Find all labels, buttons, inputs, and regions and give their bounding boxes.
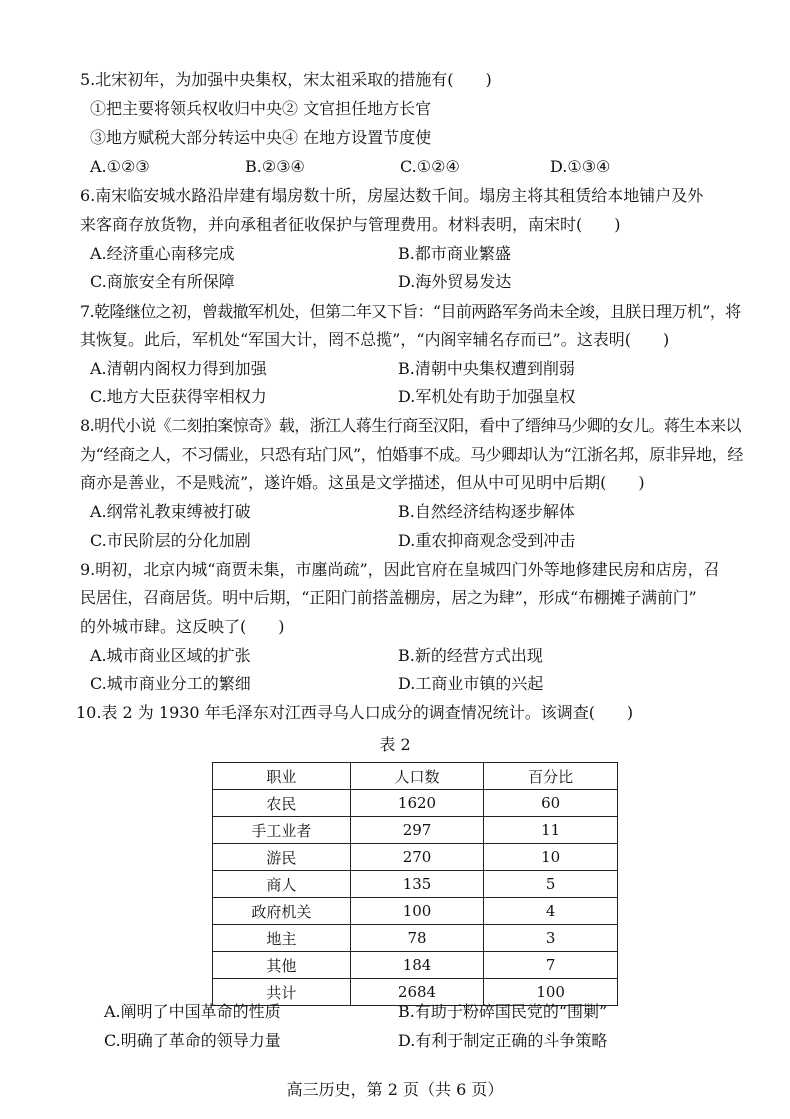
q6-options-row2 bbox=[90, 270, 770, 294]
table-cell: 2684 bbox=[350, 979, 484, 1006]
q10-stem: 10.表 2 为 1930 年毛泽东对江西寻乌人口成分的调查情况统计。该调查( ) bbox=[76, 703, 634, 722]
q8-options-row2 bbox=[90, 529, 770, 553]
table-cell: 5 bbox=[484, 871, 618, 898]
q6-option-a[interactable]: A.经济重心南移完成 bbox=[90, 244, 235, 263]
q9-option-b[interactable]: B.新的经营方式出现 bbox=[398, 646, 543, 665]
table-row bbox=[213, 817, 618, 844]
table-cell: 297 bbox=[350, 817, 484, 844]
table-cell: 100 bbox=[350, 898, 484, 925]
q10-option-d[interactable]: D.有利于制定正确的斗争策略 bbox=[398, 1031, 608, 1050]
q5-line3: ③地方赋税大部分转运中央④ 在地方设置节度使 bbox=[90, 128, 432, 147]
table-cell: 农民 bbox=[213, 790, 351, 817]
table-cell: 270 bbox=[350, 844, 484, 871]
table-row bbox=[213, 925, 618, 952]
table-row bbox=[213, 871, 618, 898]
table-cell: 共计 bbox=[213, 979, 351, 1006]
q9-options-row2 bbox=[90, 672, 770, 696]
q8-line1: 8.明代小说《二刻拍案惊奇》载，浙江人蒋生行商至汉阳，看中了缙绅马少卿的女儿。蒋生本来以 bbox=[80, 416, 741, 435]
q7-options-row1 bbox=[90, 357, 770, 381]
q9-line3: 的外城市肆。这反映了( ) bbox=[80, 617, 285, 636]
q8-option-c[interactable]: C.市民阶层的分化加剧 bbox=[90, 531, 251, 550]
table-header: 职业 bbox=[213, 763, 351, 790]
q10-options-row2 bbox=[104, 1029, 784, 1053]
q10-option-a[interactable]: A.阐明了中国革命的性质 bbox=[104, 1002, 281, 1021]
table-cell: 184 bbox=[350, 952, 484, 979]
q7-line1: 7.乾隆继位之初，曾裁撤军机处，但第二年又下旨：“目前两路军务尚未全竣，且朕日理万机”，将 bbox=[80, 302, 741, 321]
q5-option-c[interactable]: C.①②④ bbox=[400, 157, 460, 176]
table-caption: 表 2 bbox=[379, 735, 411, 754]
q8-line2: 为“经商之人，不习儒业，只恐有玷门风”，怕婚事不成。马少卿却认为“江浙名邦，原非异地，经 bbox=[80, 445, 743, 464]
table-cell: 10 bbox=[484, 844, 618, 871]
q9-line2: 民居住，召商居货。明中后期，“正阳门前搭盖棚房，居之为肆”，形成“布棚摊子满前门” bbox=[80, 588, 697, 607]
table-cell: 商人 bbox=[213, 871, 351, 898]
q10-options-row1 bbox=[104, 1000, 784, 1024]
q5-stem: 5.北宋初年，为加强中央集权，宋太祖采取的措施有( ) bbox=[80, 70, 492, 89]
table-cell: 1620 bbox=[350, 790, 484, 817]
table-cell: 78 bbox=[350, 925, 484, 952]
table-cell: 政府机关 bbox=[213, 898, 351, 925]
q8-option-d[interactable]: D.重农抑商观念受到冲击 bbox=[398, 531, 576, 550]
q9-line1: 9.明初，北京内城“商贾未集，市廛尚疏”，因此官府在皇城四门外等地修建民房和店房，召 bbox=[80, 560, 720, 579]
table-header: 人口数 bbox=[350, 763, 484, 790]
table-cell: 3 bbox=[484, 925, 618, 952]
table-cell: 60 bbox=[484, 790, 618, 817]
q7-option-a[interactable]: A.清朝内阁权力得到加强 bbox=[90, 359, 267, 378]
q6-line1: 6.南宋临安城水路沿岸建有塌房数十所，房屋达数千间。塌房主将其租赁给本地铺户及外 bbox=[80, 186, 704, 205]
table-row bbox=[213, 898, 618, 925]
q5-option-d[interactable]: D.①③④ bbox=[550, 157, 611, 176]
q9-option-a[interactable]: A.城市商业区域的扩张 bbox=[90, 646, 251, 665]
population-table bbox=[212, 762, 618, 1006]
q10-option-c[interactable]: C.明确了革命的领导力量 bbox=[104, 1031, 281, 1050]
q8-options-row1 bbox=[90, 500, 770, 524]
q5-line2: ①把主要将领兵权收归中央② 文官担任地方长官 bbox=[90, 99, 432, 118]
q9-options-row1 bbox=[90, 644, 770, 668]
table-cell: 其他 bbox=[213, 952, 351, 979]
q6-option-d[interactable]: D.海外贸易发达 bbox=[398, 272, 512, 291]
table-cell: 地主 bbox=[213, 925, 351, 952]
table-cell: 100 bbox=[484, 979, 618, 1006]
q7-option-c[interactable]: C.地方大臣获得宰相权力 bbox=[90, 387, 267, 406]
table-row bbox=[213, 844, 618, 871]
table-cell: 11 bbox=[484, 817, 618, 844]
table-row bbox=[213, 790, 618, 817]
q6-option-c[interactable]: C.商旅安全有所保障 bbox=[90, 272, 235, 291]
table-cell: 4 bbox=[484, 898, 618, 925]
q7-options-row2 bbox=[90, 385, 770, 409]
q7-option-b[interactable]: B.清朝中央集权遭到削弱 bbox=[398, 359, 575, 378]
page-footer: 高三历史，第 2 页（共 6 页） bbox=[286, 1080, 504, 1099]
q9-option-c[interactable]: C.城市商业分工的繁细 bbox=[90, 674, 251, 693]
q6-option-b[interactable]: B.都市商业繁盛 bbox=[398, 244, 511, 263]
q7-line2: 其恢复。此后，军机处“军国大计，罔不总揽”，“内阁宰辅名存而已”。这表明( ) bbox=[80, 330, 670, 349]
q10-option-b[interactable]: B.有助于粉碎国民党的“围剿” bbox=[398, 1002, 608, 1021]
table-cell: 手工业者 bbox=[213, 817, 351, 844]
q6-options-row1 bbox=[90, 242, 770, 266]
q8-line3: 商亦是善业，不是贱流”，遂许婚。这虽是文学描述，但从中可见明中后期( ) bbox=[80, 473, 645, 492]
table-row bbox=[213, 952, 618, 979]
table-cell: 135 bbox=[350, 871, 484, 898]
table-cell: 7 bbox=[484, 952, 618, 979]
q5-option-b[interactable]: B.②③④ bbox=[245, 157, 305, 176]
table-header: 百分比 bbox=[484, 763, 618, 790]
table-cell: 游民 bbox=[213, 844, 351, 871]
q8-option-b[interactable]: B.自然经济结构逐步解体 bbox=[398, 502, 575, 521]
q7-option-d[interactable]: D.军机处有助于加强皇权 bbox=[398, 387, 576, 406]
q8-option-a[interactable]: A.纲常礼教束缚被打破 bbox=[90, 502, 251, 521]
q9-option-d[interactable]: D.工商业市镇的兴起 bbox=[398, 674, 544, 693]
table-header-row bbox=[213, 763, 618, 790]
q5-option-a[interactable]: A.①②③ bbox=[90, 157, 150, 176]
q6-line2: 来客商存放货物，并向承租者征收保护与管理费用。材料表明，南宋时( ) bbox=[80, 215, 621, 234]
q5-options bbox=[90, 155, 770, 179]
